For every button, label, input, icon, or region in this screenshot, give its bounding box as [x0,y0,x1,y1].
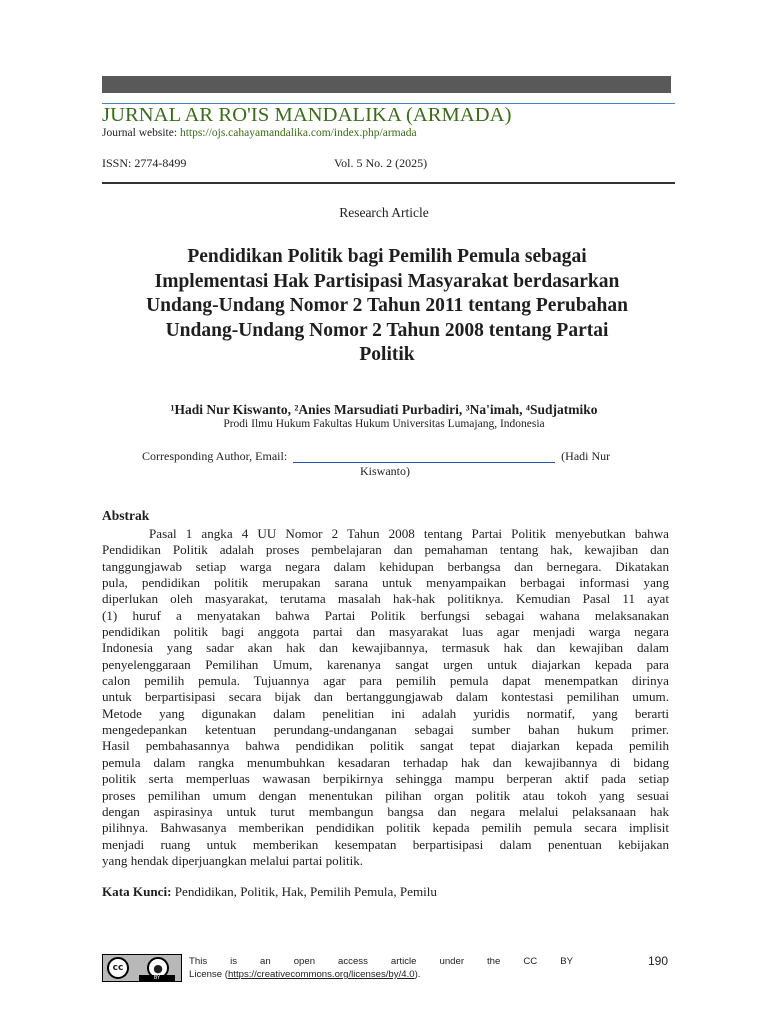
keywords-label: Kata Kunci: [102,884,175,899]
abstract-line: Pendidikan Politik adalah proses pembelajaran dan pemahaman tentang hak, kewajiban dan [102,542,669,558]
abstract-line: proses pemilihan umum dengan menentukan pilihan organ politik atau tokoh yang sesuai [102,787,669,803]
header-bar [102,76,671,93]
email-link[interactable] [293,449,555,463]
abstract-line: pemula dalam rangka menumbuhkan kesadaran terhadap hak dan kewajibannya di bidang [102,754,669,770]
abstract-line: calon pemilih pemula. Tujuannya agar para pemilih pemula dapat menempatkan dirinya [102,673,669,689]
title-line: Pendidikan Politik bagi Pemilih Pemula sebagai [187,246,587,267]
cc-by-license-badge[interactable] [102,954,182,982]
license-link[interactable]: https://creativecommons.org/licenses/by/4.0 [227,969,415,980]
abstract-heading: Abstrak [102,508,150,523]
keywords-value: Pendidikan, Politik, Hak, Pemilih Pemula, Pemilu [174,884,437,899]
corresponding-label: Corresponding Author, Email: [142,449,291,463]
header-rule [102,182,675,184]
title-line: Implementasi Hak Partisipasi Masyarakat berdasarkan [154,270,620,292]
journal-title: JURNAL AR RO'IS MANDALIKA (ARMADA) [102,104,512,126]
abstract-line: pilihnya. Bahwasanya memberikan pendidikan politik kepada pemilih pemula secara implisit [102,820,669,836]
page-number: 190 [648,954,669,968]
license-prefix: License ( [189,969,228,980]
journal-website [102,127,417,139]
abstract-body [102,526,669,869]
abstract-line: Hasil pembahasannya bahwa pendidikan politik sangat tepat diajarkan kepada pemilih [102,738,669,754]
abstract-line: Indonesia yang sadar akan hak dan kewajibannya, termasuk hak dan kewajiban dalam [102,640,669,656]
abstract-line: pendidikan politik bagi anggota partai dan masyarakat luas agar menjadi warga negara [102,624,669,640]
abstract-line: mengedepankan ketentuan perundang-undanganan sebagai sumber bahan hukum primer. [102,722,669,738]
authors: ¹Hadi Nur Kiswanto, ²Anies Marsudiati Purbadiri, ³Na'imah, ⁴Sudjatmiko [170,402,598,417]
attribution-person-icon: ● [147,957,169,979]
abstract-line: pula, pendidikan politik merupakan sarana untuk menyampaikan berbagai informasi yang [102,575,669,591]
abstract-line: (1) huruf a menyatakan bahwa Partai Politik berfungsi sebagai wahana melaksanakan [102,607,669,623]
corresponding-name-part1: (Hadi Nur [561,449,611,463]
volume-issue: Vol. 5 No. 2 (2025) [334,156,428,170]
by-label: BY [139,975,175,981]
website-link[interactable]: https://ojs.cahayamandalika.com/index.php/armada [179,127,417,139]
abstract-line: diperlukan oleh masyarakat, terutama masalah hak-hak politiknya. Kemudian Pasal 11 ayat [102,591,669,607]
license-suffix: ). [414,969,421,980]
corresponding-author [142,449,610,464]
title-line: Undang-Undang Nomor 2 Tahun 2011 tentang Perubahan [146,295,628,316]
license-line: This is an open access article under the CC BY [189,956,573,967]
article-type: Research Article [339,205,429,220]
affiliation: Prodi Ilmu Hukum Fakultas Hukum Universitas Lumajang, Indonesia [223,418,545,430]
license-notice [189,955,573,981]
abstract-line: tanggungjawab setiap warga negara dalam kehidupan berbangsa dan bernegara. Dikatakan [102,558,669,574]
keywords [102,884,437,900]
abstract-line: menjadi ruang untuk memberikan kesempatan berpartisipasi dalam penentuan kebijakan [102,836,669,852]
abstract-line: politik serta memperluas wawasan berpikirnya sehingga mampu berperan aktif pada setiap [102,771,669,787]
abstract-line: yang hendak diperjuangkan melalui partai politik. [102,852,364,868]
paper-title [102,245,672,368]
abstract-line: untuk berpartisipasi secara bijak dan bertanggungjawab dalam kontestasi pemilihan umum. [102,689,669,705]
abstract-line: penyelenggaraan Pemilihan Umum, karenanya sangat urgen untuk diajarkan kepada para [102,656,669,672]
abstract-line: Pasal 1 angka 4 UU Nomor 2 Tahun 2008 tentang Partai Politik menyebutkan bahwa [149,526,669,541]
title-line: Undang-Undang Nomor 2 Tahun 2008 tentang Partai [165,319,609,341]
website-label: Journal website: [102,127,180,139]
abstract-line: Metode yang digunakan dalam penelitian ini adalah yuridis normatif, yang berarti [102,705,669,721]
creative-commons-icon: cc [107,957,129,979]
abstract-line: dengan aspirasinya untuk turut membangun bangsa dan negara melalui pelaksanaan hak [102,803,669,819]
title-line: Politik [359,344,415,365]
corresponding-name-part2: Kiswanto) [360,464,410,478]
issn: ISSN: 2774-8499 [102,156,187,170]
